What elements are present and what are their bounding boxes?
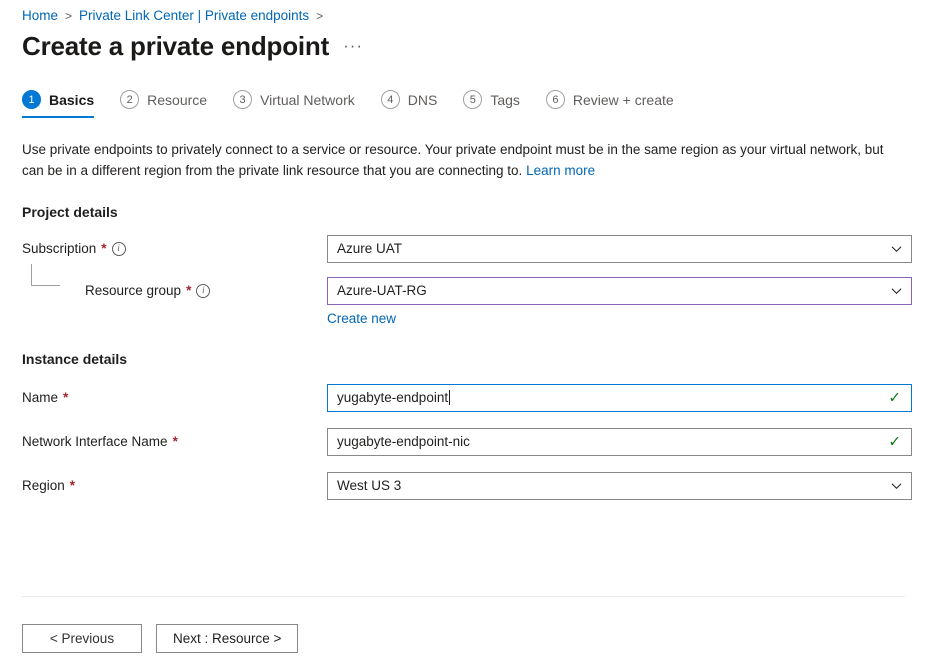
breadcrumb-item-private-link-center[interactable]: Private Link Center | Private endpoints [79, 8, 310, 23]
step-number-icon-6: 6 [546, 90, 565, 109]
instance-details-heading: Instance details [22, 350, 128, 367]
create-new-resource-group-link[interactable]: Create new [327, 310, 397, 326]
valid-check-icon-nic: ✓ [888, 433, 901, 451]
chevron-down-icon [891, 243, 902, 254]
network-interface-name-value: yugabyte-endpoint-nic [337, 434, 470, 450]
intro-description: Use private endpoints to privately connect to a service or resource. Your private endpoint must be in the same region as your virtual network, but can be in a different region from the private link resource that you are connecting to. [22, 142, 884, 178]
hierarchy-connector-icon [31, 264, 60, 286]
region-select[interactable] [327, 472, 912, 500]
tab-resource-label: Resource [147, 91, 208, 108]
resource-group-label [22, 283, 327, 298]
resource-group-row [0, 276, 927, 306]
region-value: West US 3 [337, 478, 402, 494]
nic-required-marker: * [172, 434, 178, 450]
resource-group-value: Azure-UAT-RG [337, 283, 427, 299]
name-input[interactable] [327, 384, 912, 412]
name-label [22, 390, 327, 405]
subscription-row [0, 234, 927, 264]
tab-dns[interactable] [381, 90, 438, 118]
step-number-icon-2: 2 [120, 90, 139, 109]
step-number-icon-5: 5 [463, 90, 482, 109]
step-number-icon-1: 1 [22, 90, 41, 109]
tab-tags[interactable] [463, 90, 520, 118]
tab-dns-label: DNS [407, 91, 438, 108]
network-interface-name-label [22, 434, 327, 449]
create-new-row [0, 311, 927, 326]
subscription-label [22, 241, 327, 256]
tab-basics[interactable] [22, 90, 94, 118]
page-title: Create a private endpoint [22, 31, 330, 61]
subscription-label-text: Subscription [22, 241, 97, 257]
project-details-heading: Project details [22, 203, 118, 220]
network-interface-name-input[interactable] [327, 428, 912, 456]
name-input-value: yugabyte-endpoint [337, 390, 449, 406]
resource-group-label-text: Resource group [85, 283, 182, 299]
network-interface-name-row [0, 427, 927, 457]
resource-group-required-marker: * [186, 283, 192, 299]
next-resource-button[interactable]: Next : Resource > [156, 624, 298, 653]
info-icon-resource-group[interactable]: i [196, 284, 210, 298]
region-label [22, 478, 327, 493]
region-required-marker: * [69, 478, 76, 494]
network-interface-name-label-text: Network Interface Name [22, 434, 168, 450]
tab-review-create[interactable] [546, 90, 674, 118]
subscription-required-marker: * [101, 241, 107, 257]
breadcrumb-separator-icon-2: > [316, 8, 324, 23]
subscription-select[interactable] [327, 235, 912, 263]
chevron-down-icon-resource-group [891, 285, 902, 296]
title-row [0, 23, 927, 62]
text-caret [449, 390, 450, 405]
step-number-icon-3: 3 [233, 90, 252, 109]
tab-virtual-network-label: Virtual Network [260, 91, 355, 108]
learn-more-link[interactable]: Learn more [526, 162, 596, 178]
footer-divider [22, 596, 905, 597]
chevron-down-icon-region [891, 480, 902, 491]
region-row [0, 471, 927, 501]
info-icon[interactable]: i [112, 242, 126, 256]
valid-check-icon-name: ✓ [888, 389, 901, 407]
previous-button[interactable]: < Previous [22, 624, 142, 653]
tab-basics-label: Basics [49, 91, 95, 108]
tab-resource[interactable] [120, 90, 207, 118]
breadcrumb-item-home[interactable]: Home [22, 8, 59, 23]
name-required-marker: * [63, 390, 69, 406]
name-row [0, 383, 927, 413]
intro-text [0, 118, 924, 182]
footer-actions [0, 624, 927, 669]
step-number-icon-4: 4 [381, 90, 400, 109]
more-options-icon[interactable]: ··· [343, 36, 364, 55]
tab-tags-label: Tags [490, 91, 520, 108]
wizard-tabs [0, 62, 927, 118]
resource-group-select[interactable] [327, 277, 912, 305]
breadcrumb [0, 0, 927, 23]
name-label-text: Name [22, 390, 59, 406]
region-label-text: Region [22, 478, 65, 494]
subscription-value: Azure UAT [337, 241, 403, 257]
tab-review-create-label: Review + create [572, 91, 674, 108]
breadcrumb-separator-icon: > [65, 8, 73, 23]
tab-virtual-network[interactable] [233, 90, 355, 118]
